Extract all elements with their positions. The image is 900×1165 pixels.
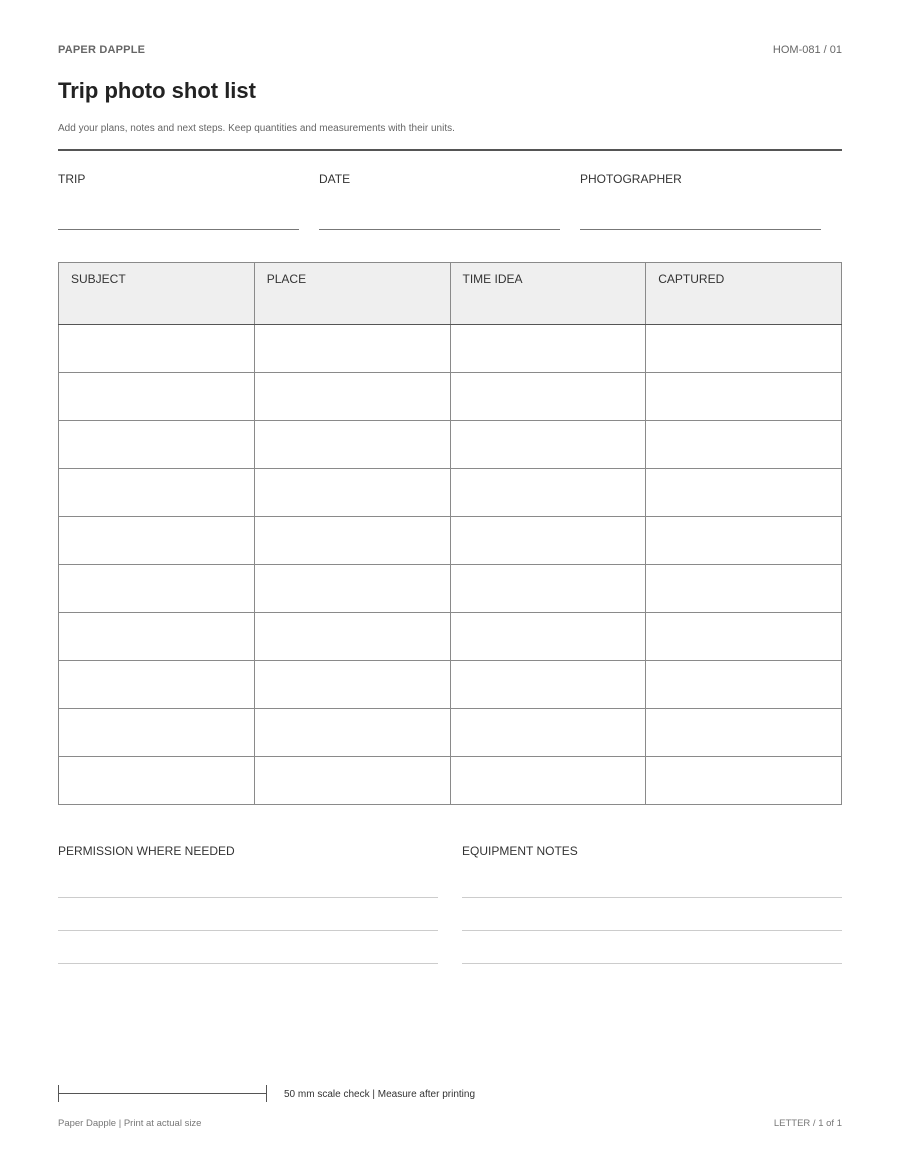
table-cell[interactable]	[254, 709, 450, 757]
table-row	[59, 757, 842, 805]
permission-notes	[58, 844, 438, 858]
table-cell[interactable]	[59, 325, 255, 373]
table-cell[interactable]	[646, 709, 842, 757]
document-code: HOM-081 / 01	[772, 44, 842, 56]
table-cell[interactable]	[254, 469, 450, 517]
table-cell[interactable]	[646, 565, 842, 613]
table-cell[interactable]	[646, 661, 842, 709]
table-header-row	[59, 263, 842, 325]
permission-line[interactable]	[58, 897, 438, 898]
table-cell[interactable]	[254, 373, 450, 421]
table-row	[59, 565, 842, 613]
table-cell[interactable]	[646, 517, 842, 565]
table-cell[interactable]	[59, 469, 255, 517]
table-cell[interactable]	[254, 613, 450, 661]
column-header-subject: SUBJECT	[59, 263, 255, 325]
table-cell[interactable]	[450, 565, 646, 613]
table-cell[interactable]	[450, 613, 646, 661]
date-field[interactable]	[319, 172, 560, 230]
table-cell[interactable]	[646, 757, 842, 805]
shot-list-table	[58, 262, 842, 805]
table-cell[interactable]	[450, 421, 646, 469]
table-cell[interactable]	[646, 373, 842, 421]
table-row	[59, 613, 842, 661]
table-cell[interactable]	[59, 373, 255, 421]
table-cell[interactable]	[254, 517, 450, 565]
column-header-place: PLACE	[254, 263, 450, 325]
trip-entry-line[interactable]	[58, 229, 299, 230]
scale-bar	[58, 1085, 268, 1103]
date-entry-line[interactable]	[319, 229, 560, 230]
table-cell[interactable]	[646, 421, 842, 469]
table-cell[interactable]	[450, 517, 646, 565]
page-subtitle: Add your plans, notes and next steps. Keep quantities and measurements with their units.	[58, 123, 455, 134]
permission-line[interactable]	[58, 930, 438, 931]
trip-label: TRIP	[58, 172, 86, 186]
trip-field[interactable]	[58, 172, 299, 230]
table-cell[interactable]	[59, 709, 255, 757]
footer-left: Paper Dapple | Print at actual size	[58, 1118, 202, 1129]
page-title: Trip photo shot list	[58, 78, 256, 103]
equipment-line[interactable]	[462, 930, 842, 931]
table-row	[59, 469, 842, 517]
table-cell[interactable]	[254, 661, 450, 709]
date-label: DATE	[319, 172, 351, 186]
footer-right: LETTER / 1 of 1	[773, 1118, 842, 1129]
scale-caption: 50 mm scale check | Measure after printing	[284, 1089, 476, 1100]
table-cell[interactable]	[254, 757, 450, 805]
table-cell[interactable]	[254, 325, 450, 373]
equipment-line[interactable]	[462, 963, 842, 964]
table-body	[59, 325, 842, 805]
table-cell[interactable]	[59, 661, 255, 709]
table-cell[interactable]	[254, 421, 450, 469]
table-cell[interactable]	[450, 469, 646, 517]
table-cell[interactable]	[450, 325, 646, 373]
permission-line[interactable]	[58, 963, 438, 964]
table-cell[interactable]	[450, 661, 646, 709]
table-row	[59, 325, 842, 373]
table-cell[interactable]	[646, 325, 842, 373]
table-cell[interactable]	[646, 469, 842, 517]
photographer-field[interactable]	[580, 172, 821, 230]
table-cell[interactable]	[254, 565, 450, 613]
table-cell[interactable]	[450, 373, 646, 421]
brand-name: PAPER DAPPLE	[58, 44, 146, 56]
scale-line	[58, 1093, 267, 1094]
table-row	[59, 661, 842, 709]
table-cell[interactable]	[59, 517, 255, 565]
column-header-time-idea: TIME IDEA	[450, 263, 646, 325]
table-row	[59, 373, 842, 421]
table-row	[59, 517, 842, 565]
equipment-line[interactable]	[462, 897, 842, 898]
table-cell[interactable]	[59, 757, 255, 805]
table-cell[interactable]	[59, 565, 255, 613]
column-header-captured: CAPTURED	[646, 263, 842, 325]
table-cell[interactable]	[59, 613, 255, 661]
scale-tick-end	[266, 1085, 267, 1102]
table-row	[59, 421, 842, 469]
permission-label: PERMISSION WHERE NEEDED	[58, 844, 235, 858]
table-cell[interactable]	[450, 757, 646, 805]
header-divider	[58, 149, 842, 151]
table-cell[interactable]	[646, 613, 842, 661]
equipment-notes	[462, 844, 842, 858]
table-row	[59, 709, 842, 757]
photographer-entry-line[interactable]	[580, 229, 821, 230]
table-cell[interactable]	[59, 421, 255, 469]
equipment-label: EQUIPMENT NOTES	[462, 844, 578, 858]
photographer-label: PHOTOGRAPHER	[580, 172, 682, 186]
table-cell[interactable]	[450, 709, 646, 757]
